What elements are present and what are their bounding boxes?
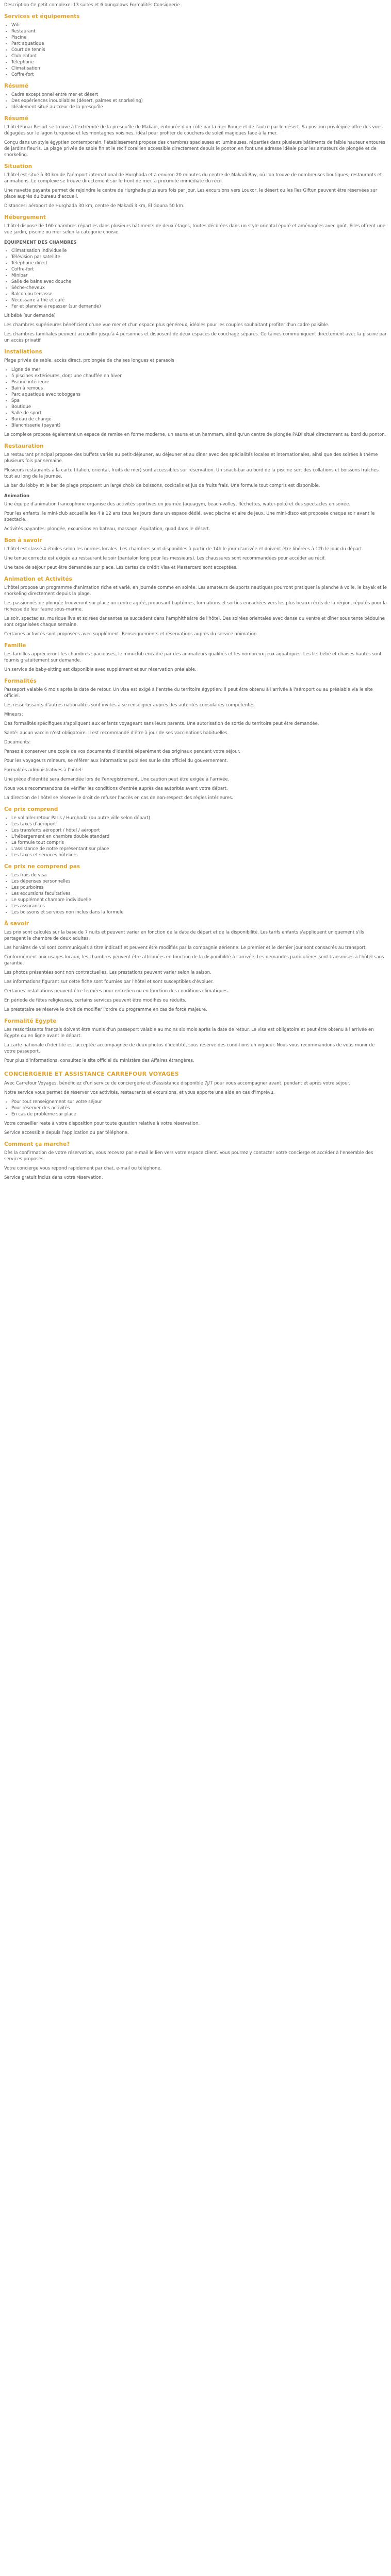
- resume-title: Résumé: [4, 83, 28, 89]
- conciergerie-paragraph: Service accessible depuis l'application ou par téléphone.: [4, 1130, 129, 1136]
- formalites-paragraph: Passeport valable 6 mois après la date de retour. Un visa est exigé à l'entrée du territoire égyptien: il peut être obtenu à l'arrivée à l'aéroport ou au préalable via le site officiel.: [4, 687, 373, 699]
- a-savoir-paragraph: Les prix sont calculés sur la base de 7 nuits et peuvent varier en fonction de la date de départ et de la disponibilité. Les tarifs enfants s'appliquent uniquement s'ils partagent la chambre de deux adultes.: [4, 930, 364, 941]
- list-item: • Les pourboires: [11, 885, 387, 891]
- list-item: • Minibar: [11, 273, 387, 279]
- list-item: • Parc aquatique: [11, 41, 387, 47]
- resume-paragraph: L'hôtel Fanar Resort se trouve à l'extrémité de la presqu'île de Makadi, entourée d'un côté par la mer Rouge et de l'autre par le désert. Sa position privilégiée offre des vues dégagées sur le lagon turquoise et les montagnes voisines, idéal pour profiter de couchers de soleil magiques face à la mer.: [4, 125, 383, 136]
- famille-title: Famille: [4, 642, 26, 649]
- conciergerie-paragraph: Notre service vous permet de réserver vos activités, restaurants et excursions, et vous apporte une aide en cas d'imprévu.: [4, 1090, 275, 1095]
- egypte-paragraph: La carte nationale d'identité est acceptée accompagnée de deux photos d'identité, sous réserve des conditions en vigueur. Nous vous recommandons de vous munir de votre passeport.: [4, 1043, 375, 1054]
- list-item: • Fer et planche à repasser (sur demande): [11, 303, 387, 310]
- list-item: • Les transferts aéroport / hôtel / aéroport: [11, 827, 387, 834]
- formalites-paragraph: Une pièce d'identité sera demandée lors de l'enregistrement. Une caution peut être exigée à l'arrivée.: [4, 777, 230, 782]
- animation-paragraph: Les passionnés de plongée trouveront sur place un centre agréé, proposant baptêmes, formations et sorties encadrées vers les plus beaux récifs de la région, réputés pour la richesse de leur faune sous-marine.: [4, 601, 387, 612]
- installations-list: [11, 367, 387, 429]
- list-item: • Ligne de mer: [11, 367, 387, 373]
- list-item: • Blanchisserie (payant): [11, 422, 387, 429]
- comment-ca-marche-title: Comment ça marche?: [4, 1141, 70, 1147]
- services-list: [11, 22, 387, 78]
- list-item: • Wifi: [11, 22, 387, 28]
- formalites-paragraph: Formalités administratives à l'hôtel:: [4, 768, 83, 773]
- formalites-paragraph: Santé: aucun vaccin n'est obligatoire. Il est recommandé d'être à jour de ses vaccinations habituelles.: [4, 731, 229, 736]
- list-item: • 5 piscines extérieures, dont une chauffée en hiver: [11, 373, 387, 379]
- resume-list: [11, 92, 387, 110]
- list-item: • Les taxes et services hôteliers: [11, 852, 387, 858]
- prix-ne-comprend-pas-title: Ce prix ne comprend pas: [4, 863, 80, 870]
- a-savoir-paragraph: Les horaires de vol sont communiqués à titre indicatif et peuvent être modifiés par la compagnie aérienne. Le premier et le dernier jour sont consacrés au transport.: [4, 945, 367, 951]
- page: [4, 2, 387, 2576]
- a-savoir-title: À savoir: [4, 921, 29, 927]
- conciergerie-paragraph: Service gratuit inclus dans votre réservation.: [4, 1175, 103, 1180]
- list-item: • Climatisation individuelle: [11, 248, 387, 254]
- list-item: • Les assurances: [11, 903, 387, 909]
- bon-a-savoir-title: Bon à savoir: [4, 537, 42, 544]
- formalites-title: Formalités: [4, 678, 37, 684]
- a-savoir-paragraph: Les informations figurant sur cette fiche sont fournies par l'hôtel et sont susceptibles d'évoluer.: [4, 979, 214, 985]
- formalite-egypte-title: Formalité Egypte: [4, 1018, 57, 1024]
- a-savoir-paragraph: En période de fêtes religieuses, certains services peuvent être modifiés ou réduits.: [4, 998, 187, 1003]
- list-item: • Sèche-cheveux: [11, 285, 387, 291]
- situation-title: Situation: [4, 163, 32, 170]
- animation-subtitle: Animation: [4, 494, 30, 499]
- list-item: • Les frais de visa: [11, 872, 387, 878]
- services-title: Services et équipements: [4, 13, 80, 20]
- intro-text: Description Ce petit complexe: 13 suites et 6 bungalows Formalités Consignerie: [4, 3, 180, 8]
- list-item: • Bain à remous: [11, 385, 387, 392]
- list-item: • Salle de bains avec douche: [11, 279, 387, 285]
- list-item: • Court de tennis: [11, 47, 387, 53]
- hebergement-extra: Lit bébé (sur demande): [4, 313, 56, 318]
- list-item: • Climatisation: [11, 65, 387, 72]
- list-item: • Téléphone direct: [11, 260, 387, 266]
- equipment-list: [11, 248, 387, 310]
- list-item: • Téléphone: [11, 59, 387, 65]
- conciergerie-title: CONCIERGERIE ET ASSISTANCE CARREFOUR VOYAGES: [4, 1071, 179, 1077]
- egypte-paragraph: Les ressortissants français doivent être munis d'un passeport valable au moins six mois après la date de retour. Le visa est obligatoire et peut être obtenu à l'arrivée en Égypte ou en ligne avant le départ.: [4, 1027, 374, 1039]
- installations-paragraph: Plage privée de sable, accès direct, prolongée de chaises longues et parasols: [4, 358, 174, 363]
- formalites-paragraph: Des formalités spécifiques s'appliquent aux enfants voyageant sans leurs parents. Une autorisation de sortie du territoire peut être demandée.: [4, 721, 319, 726]
- hebergement-title: Hébergement: [4, 214, 46, 221]
- conciergerie-paragraph: Votre conseiller reste à votre disposition pour toute question relative à votre réservation.: [4, 1121, 200, 1126]
- formalites-paragraph: Les ressortissants d'autres nationalités sont invités à se renseigner auprès des autorités consulaires compétentes.: [4, 703, 256, 708]
- formalites-paragraph: Pour les voyageurs mineurs, se référer aux informations publiées sur le site officiel du gouvernement.: [4, 758, 228, 764]
- list-item: • Cadre exceptionnel entre mer et désert: [11, 92, 387, 98]
- bon-a-savoir-paragraph: Une tenue correcte est exigée au restaurant le soir (pantalon long pour les messieurs). Les chaussures sont recommandées pour accéder au récif.: [4, 556, 326, 561]
- list-item: • La formule tout compris: [11, 840, 387, 846]
- list-item: • Nécessaire à thé et café: [11, 297, 387, 303]
- animation-paragraph: Certaines activités sont proposées avec supplément. Renseignements et réservations auprès du service animation.: [4, 632, 258, 637]
- list-item: • Idéalement situé au cœur de la presqu'île: [11, 104, 387, 110]
- famille-paragraph: Un service de baby-sitting est disponible avec supplément et sur réservation préalable.: [4, 667, 197, 672]
- prix-comprend-list: [11, 815, 387, 858]
- restauration-paragraph: Le restaurant principal propose des buffets variés au petit-déjeuner, au déjeuner et au dîner avec des spécialités locales et internationales, ainsi que des soirées à thème plusieurs fois par semaine.: [4, 452, 378, 464]
- a-savoir-paragraph: Certaines installations peuvent être fermées pour entretien ou en fonction des conditions climatiques.: [4, 989, 229, 994]
- list-item: • Pour réserver des activités: [11, 1105, 387, 1111]
- list-item: • Les dépenses personnelles: [11, 878, 387, 885]
- restauration-title: Restauration: [4, 443, 44, 449]
- situation-paragraph: Une navette payante permet de rejoindre le centre de Hurghada plusieurs fois par jour. Les excursions vers Louxor, le désert ou les îles Giftun peuvent être réservées sur place auprès du bureau d'accueil.: [4, 188, 378, 199]
- formalites-paragraph: Nous vous recommandons de vérifier les conditions d'entrée auprès des autorités avant votre départ.: [4, 786, 228, 791]
- restauration-paragraph: Une équipe d'animation francophone organise des activités sportives en journée (aquagym, beach-volley, fléchettes, water-polo) et des spectacles en soirée.: [4, 502, 351, 507]
- conciergerie-paragraph: Dès la confirmation de votre réservation, vous recevez par e-mail le lien vers votre espace client. Vous pourrez y contacter votre concierge et accéder à l'ensemble des services proposés.: [4, 1150, 373, 1162]
- list-item: • Piscine: [11, 35, 387, 41]
- list-item: • Boutique: [11, 404, 387, 410]
- conciergerie-list: [11, 1099, 387, 1117]
- restauration-paragraph: Pour les enfants, le mini-club accueille les 4 à 12 ans tous les jours dans un espace dédié, avec piscine et aire de jeux. Une mini-disco est proposée chaque soir avant le spectacle.: [4, 511, 375, 522]
- hebergement-paragraph: Les chambres familiales peuvent accueillir jusqu'à 4 personnes et disposent de deux espaces de couchage séparés. Certaines communiquent directement avec la piscine par un accès privatif.: [4, 332, 387, 343]
- list-item: • Télévision par satellite: [11, 254, 387, 260]
- egypte-paragraph: Pour plus d'informations, consultez le site officiel du ministère des Affaires étrangères.: [4, 1058, 194, 1063]
- famille-paragraph: Les familles apprécieront les chambres spacieuses, le mini-club encadré par des animateurs qualifiés et les nombreux jeux aquatiques. Les lits bébé et chaises hautes sont fournis gratuitement sur demande.: [4, 652, 382, 663]
- list-item: • Bureau de change: [11, 416, 387, 422]
- hebergement-paragraph: L'hôtel dispose de 160 chambres réparties dans plusieurs bâtiments de deux étages, toutes décorées dans un style oriental épuré et aménagées avec goût. Elles offrent une vue jardin, piscine ou mer selon la catégorie choisie.: [4, 224, 386, 235]
- formalites-paragraph: Documents:: [4, 740, 31, 745]
- list-item: • Le supplément chambre individuelle: [11, 897, 387, 903]
- situation-paragraph: Distances: aéroport de Hurghada 30 km, centre de Makadi 3 km, El Gouna 50 km.: [4, 204, 185, 209]
- a-savoir-paragraph: Conformément aux usages locaux, les chambres peuvent être attribuées en fonction de la disponibilité à l'arrivée. Les demandes particulières sont transmises à l'hôtel sans garantie.: [4, 955, 384, 966]
- conciergerie-paragraph: Avec Carrefour Voyages, bénéficiez d'un service de conciergerie et d'assistance disponible 7j/7 pour vous accompagner avant, pendant et après votre séjour.: [4, 1081, 350, 1086]
- conciergerie-paragraph: Votre concierge vous répond rapidement par chat, e-mail ou téléphone.: [4, 1166, 162, 1171]
- a-savoir-paragraph: Les photos présentées sont non contractuelles. Les prestations peuvent varier selon la saison.: [4, 970, 211, 975]
- formalites-paragraph: Mineurs:: [4, 712, 23, 717]
- resume-paragraph: Conçu dans un style égyptien contemporain, l'établissement propose des chambres spacieuses et lumineuses, réparties dans plusieurs bâtiments de faible hauteur entourés de jardins fleuris. La plage privée de sable fin et le récif corallien accessible directement depuis le ponton en font une adresse idéale pour les amateurs de plongée et de snorkeling.: [4, 140, 385, 158]
- list-item: • En cas de problème sur place: [11, 1111, 387, 1117]
- list-item: • Les excursions facultatives: [11, 891, 387, 897]
- list-item: • Coffre-fort: [11, 72, 387, 78]
- list-item: • Parc aquatique avec toboggans: [11, 392, 387, 398]
- list-item: • Balcon ou terrasse: [11, 291, 387, 297]
- equipment-subtitle: ÉQUIPEMENT DES CHAMBRES: [4, 240, 77, 245]
- list-item: • L'hébergement en chambre double standard: [11, 834, 387, 840]
- situation-paragraph: L'hôtel est situé à 30 km de l'aéroport international de Hurghada et à environ 20 minutes du centre de Makadi Bay, où l'on trouve de nombreuses boutiques, restaurants et animations. Le complexe se trouve directement sur le front de mer, à proximité immédiate du récif.: [4, 173, 382, 184]
- resume-title-2: Résumé: [4, 115, 28, 122]
- bon-a-savoir-paragraph: L'hôtel est classé 4 étoiles selon les normes locales. Les chambres sont disponibles à partir de 14h le jour d'arrivée et doivent être libérées à 12h le jour du départ.: [4, 547, 364, 552]
- prix-comprend-title: Ce prix comprend: [4, 806, 58, 812]
- formalites-paragraph: Pensez à conserver une copie de vos documents d'identité séparément des originaux pendant votre séjour.: [4, 749, 240, 754]
- installations-title: Installations: [4, 349, 42, 355]
- list-item: • Spa: [11, 398, 387, 404]
- installations-paragraph: Le complexe propose également un espace de remise en forme moderne, un sauna et un hammam, ainsi qu'un centre de plongée PADI situé directement au bord du ponton.: [4, 432, 386, 437]
- restauration-paragraph: Activités payantes: plongée, excursions en bateau, massage, équitation, quad dans le désert.: [4, 527, 210, 532]
- bon-a-savoir-paragraph: Une taxe de séjour peut être demandée sur place. Les cartes de crédit Visa et Mastercard sont acceptées.: [4, 565, 238, 570]
- list-item: • Coffre-fort: [11, 266, 387, 273]
- prix-ne-comprend-pas-list: [11, 872, 387, 916]
- restauration-paragraph: Le bar du lobby et le bar de plage proposent un large choix de boissons, cocktails et jus de fruits frais. Une formule tout compris est disponible.: [4, 483, 320, 488]
- list-item: • Les taxes d'aéroport: [11, 821, 387, 827]
- list-item: • Le vol aller-retour Paris / Hurghada (ou autre ville selon départ): [11, 815, 387, 821]
- list-item: • Piscine intérieure: [11, 379, 387, 385]
- list-item: • Club enfant: [11, 53, 387, 59]
- list-item: • L'assistance de notre représentant sur place: [11, 846, 387, 852]
- animation-paragraph: Le soir, spectacles, musique live et soirées dansantes se succèdent dans l'amphithéâtre de l'hôtel. Des soirées orientales avec danse du ventre et dîner sous tente bédouine sont organisées chaque semaine.: [4, 616, 385, 628]
- formalites-paragraph: La direction de l'hôtel se réserve le droit de refuser l'accès en cas de non-respect des règles intérieures.: [4, 795, 234, 801]
- animation-activites-title: Animation et Activités: [4, 576, 72, 582]
- list-item: • Les boissons et services non inclus dans la formule: [11, 909, 387, 916]
- animation-paragraph: L'hôtel propose un programme d'animation riche et varié, en journée comme en soirée. Les amateurs de sports nautiques pourront pratiquer la planche à voile, le kayak et le snorkeling directement depuis la plage.: [4, 585, 387, 597]
- list-item: • Restaurant: [11, 28, 387, 35]
- restauration-paragraph: Plusieurs restaurants à la carte (italien, oriental, fruits de mer) sont accessibles sur réservation. Un snack-bar au bord de la piscine sert des collations et boissons fraîches tout au long de la journée.: [4, 468, 379, 479]
- list-item: • Salle de sport: [11, 410, 387, 416]
- a-savoir-paragraph: Le prestataire se réserve le droit de modifier l'ordre du programme en cas de force majeure.: [4, 1007, 207, 1012]
- list-item: • Des expériences inoubliables (désert, palmes et snorkeling): [11, 98, 387, 104]
- hebergement-paragraph: Les chambres supérieures bénéficient d'une vue mer et d'un espace plus généreux, idéales pour les couples souhaitant profiter d'un cadre paisible.: [4, 323, 330, 328]
- list-item: • Pour tout renseignement sur votre séjour: [11, 1099, 387, 1105]
